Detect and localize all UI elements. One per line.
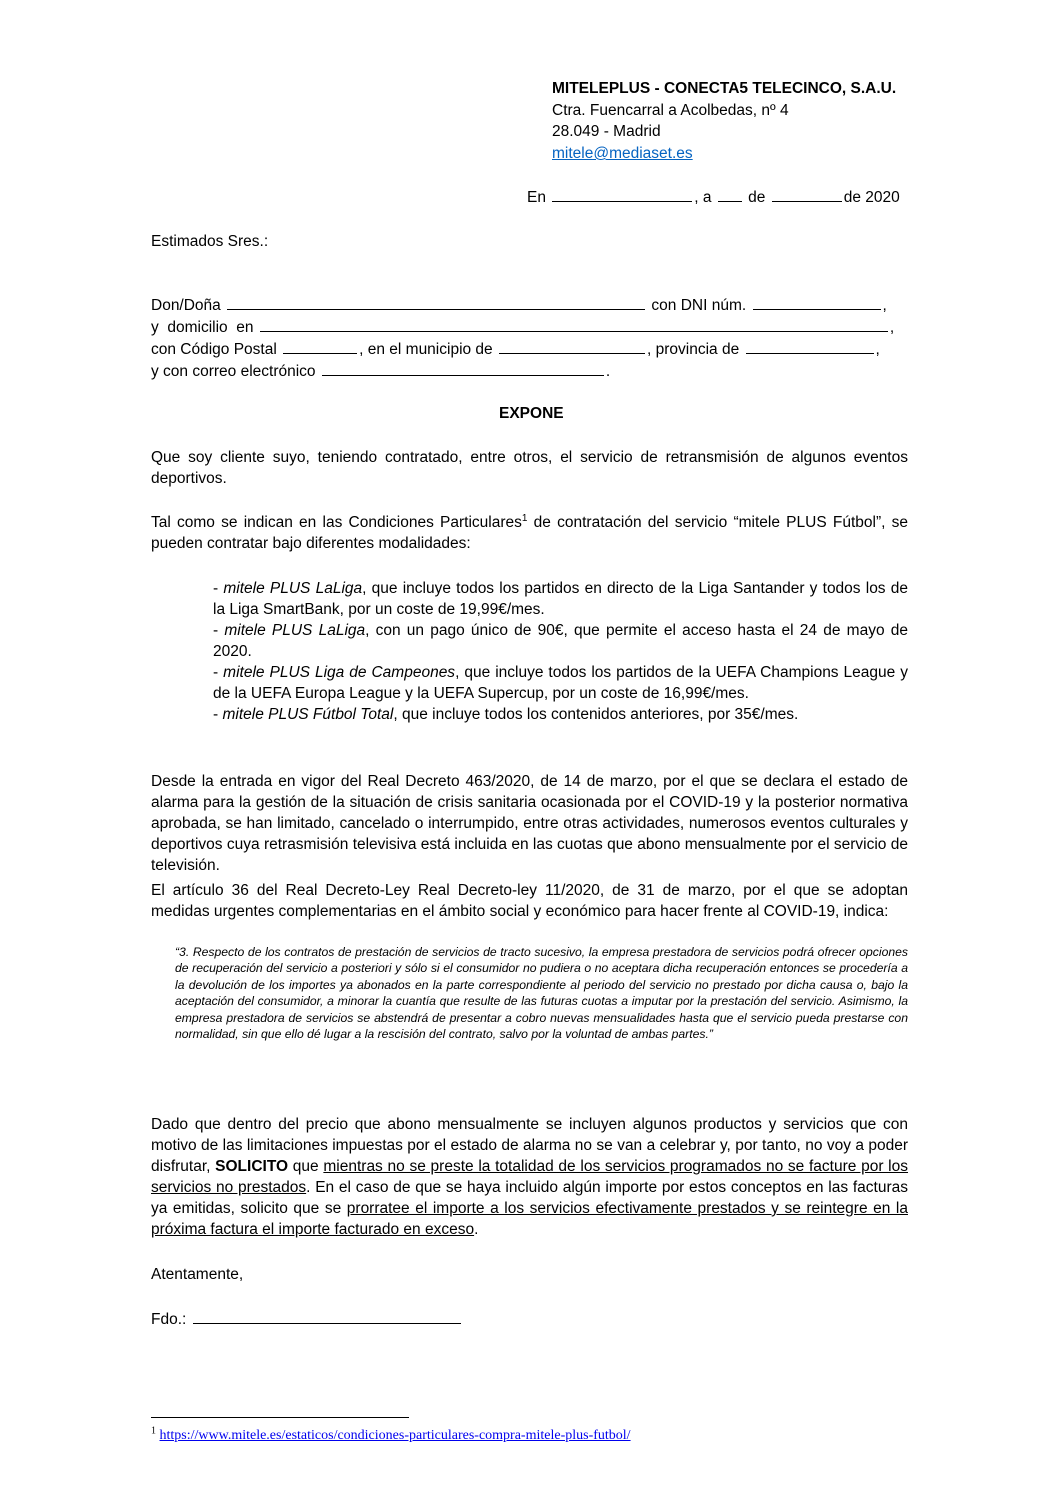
- list-item: [213, 662, 908, 704]
- provincia-blank[interactable]: [746, 338, 874, 354]
- domicilio-blank[interactable]: [260, 316, 888, 332]
- date-month-blank[interactable]: [772, 186, 842, 202]
- municipio-label: , en el municipio de: [359, 341, 493, 358]
- date-de: de: [748, 189, 766, 206]
- plan-name: mitele PLUS LaLiga: [223, 580, 363, 597]
- date-year: de 2020: [843, 189, 900, 206]
- footnote: [151, 1425, 631, 1444]
- plan-desc: , que incluye todos los partidos en directo de la Liga Santander y todos los de la Liga SmartBank, por un coste de 19,99€/mes.: [213, 580, 908, 618]
- plan-desc: , que incluye todos los partidos de la UEFA Champions League y de la UEFA Europa League y la UEFA Supercup, por un coste de 16,99€/mes.: [213, 664, 909, 702]
- signature-blank[interactable]: [193, 1308, 461, 1324]
- conditions-text: Tal como se indican en las Condiciones Particulares: [151, 514, 522, 531]
- cp-label: con Código Postal: [151, 341, 277, 358]
- form-line-name: [151, 294, 911, 316]
- closing: Atentamente,: [151, 1266, 244, 1283]
- comma: ,: [889, 319, 895, 336]
- paragraph-article: El artículo 36 del Real Decreto-Ley Real Decreto-ley 11/2020, de 31 de marzo, por el que se adoptan medidas urgentes complementarias en el ámbito social y económico para hacer frente al COVID-19, indica:: [151, 882, 908, 920]
- signature-label: Fdo.:: [151, 1311, 187, 1328]
- dash: -: [213, 622, 225, 639]
- list-item: [213, 578, 908, 620]
- date-place-blank[interactable]: [552, 186, 692, 202]
- dot: .: [605, 363, 611, 380]
- dash: -: [213, 664, 224, 681]
- paragraph-request: [151, 1114, 908, 1240]
- conditions-text-2: de contratación del servicio “mitele PLUS Fútbol”, se pueden contratar bajo diferentes modalidades:: [151, 514, 908, 552]
- paragraph-decree: Desde la entrada en vigor del Real Decreto 463/2020, de 14 de marzo, por el que se declara el estado de alarma para la gestión de la situación de crisis sanitaria ocasionada por el COVID-19 y la posterior normativa aprobada, se han limitado, cancelado o interrumpido, entre otras actividades, numerosos eventos culturales y deportivos cuya retrasmisión televisiva está incluida en las cuotas que abono mensualmente por el servicio de televisión.: [151, 773, 908, 874]
- plan-desc: , con un pago único de 90€, que permite el acceso hasta el 24 de mayo de 2020.: [213, 622, 908, 660]
- correo-label: y con correo electrónico: [151, 363, 316, 380]
- dni-blank[interactable]: [753, 294, 881, 310]
- request-text: Dado que dentro del precio que abono mensualmente se incluyen algunos productos y servicios que con motivo de las limitaciones impuestas por el estado de alarma no se van a celebrar y, por tanto, no voy a poder disfrutar,: [151, 1116, 908, 1175]
- modalities-list: [213, 578, 908, 725]
- footnote-ref: 1: [521, 512, 528, 524]
- date-day-blank[interactable]: [718, 186, 742, 202]
- request-underlined-1: mientras no se preste la totalidad de los servicios programados no se facture por los servicios no prestados: [151, 1158, 909, 1196]
- form-line-domicilio: [151, 316, 911, 338]
- comma: ,: [875, 341, 880, 358]
- request-text: .: [474, 1221, 479, 1238]
- request-text: que: [288, 1158, 324, 1175]
- name-blank[interactable]: [227, 294, 645, 310]
- footnote-link[interactable]: https://www.mitele.es/estaticos/condiciones-particulares-compra-mitele-plus-futbol/: [159, 1428, 631, 1443]
- recipient-address: Ctra. Fuencarral a Acolbedas, nº 4: [552, 102, 789, 119]
- date-en: En: [527, 189, 546, 206]
- solicito: SOLICITO: [215, 1158, 289, 1175]
- dni-label: con DNI núm.: [651, 297, 747, 314]
- paragraph-client: Que soy cliente suyo, teniendo contratado, entre otros, el servicio de retransmisión de algunos eventos deportivos.: [151, 449, 908, 487]
- plan-name: mitele PLUS Liga de Campeones: [223, 664, 456, 681]
- heading-expone: EXPONE: [499, 405, 564, 422]
- form-line-email: [151, 360, 911, 382]
- cp-blank[interactable]: [283, 338, 357, 354]
- legal-quote: “3. Respecto de los contratos de prestación de servicios de tracto sucesivo, la empresa prestadora de servicios podrá ofrecer opciones de recuperación del servicio a posteriori y sólo si el consumidor no pudiera o no aceptara dicha recuperación entonces se procedería a la devolución de los importes ya abonados en la parte correspondiente al periodo del servicio no prestado por dicha causa o, bajo la aceptación del consumidor, a minorar la cuantía que resulte de las futuras cuotas a imputar por la prestación del servicio. Asimismo, la empresa prestadora de servicios se abstendrá de presentar a cobro nuevas mensualidades hasta que el servicio pueda prestarse con normalidad, sin que ello dé lugar a la rescisión del contrato, salvo por la voluntad de ambas partes.”: [175, 945, 908, 1042]
- date-line: [527, 186, 900, 208]
- recipient-city: 28.049 - Madrid: [552, 123, 661, 140]
- dash: -: [213, 706, 223, 723]
- greeting: Estimados Sres.:: [151, 233, 269, 250]
- request-text: . En el caso de que se haya incluido algún importe por estos conceptos en las facturas ya emitidas, solicito que se: [151, 1179, 908, 1217]
- municipio-blank[interactable]: [499, 338, 645, 354]
- domicilio-label: y domicilio en: [151, 319, 254, 336]
- footnote-rule: [151, 1417, 409, 1418]
- plan-name: mitele PLUS LaLiga: [224, 622, 366, 639]
- footnote-number: 1: [151, 1425, 156, 1437]
- dash: -: [213, 580, 224, 597]
- recipient-email-link[interactable]: mitele@mediaset.es: [552, 145, 693, 162]
- plan-desc: , que incluye todos los contenidos anteriores, por 35€/mes.: [393, 706, 799, 723]
- list-item: [213, 620, 908, 662]
- date-a: , a: [694, 189, 712, 206]
- provincia-label: , provincia de: [647, 341, 740, 358]
- comma: ,: [882, 297, 887, 314]
- paragraph-conditions: [151, 512, 908, 554]
- signature-line: [151, 1308, 463, 1330]
- list-item: [213, 704, 908, 725]
- don-label: Don/Doña: [151, 297, 221, 314]
- recipient-company: MITELEPLUS - CONECTA5 TELECINCO, S.A.U.: [552, 80, 897, 97]
- plan-name: mitele PLUS Fútbol Total: [222, 706, 394, 723]
- form-line-cp: [151, 338, 911, 360]
- correo-blank[interactable]: [322, 360, 604, 376]
- request-underlined-2: prorratee el importe a los servicios efectivamente prestados y se reintegre en la próxima factura el importe facturado en exceso: [151, 1200, 908, 1238]
